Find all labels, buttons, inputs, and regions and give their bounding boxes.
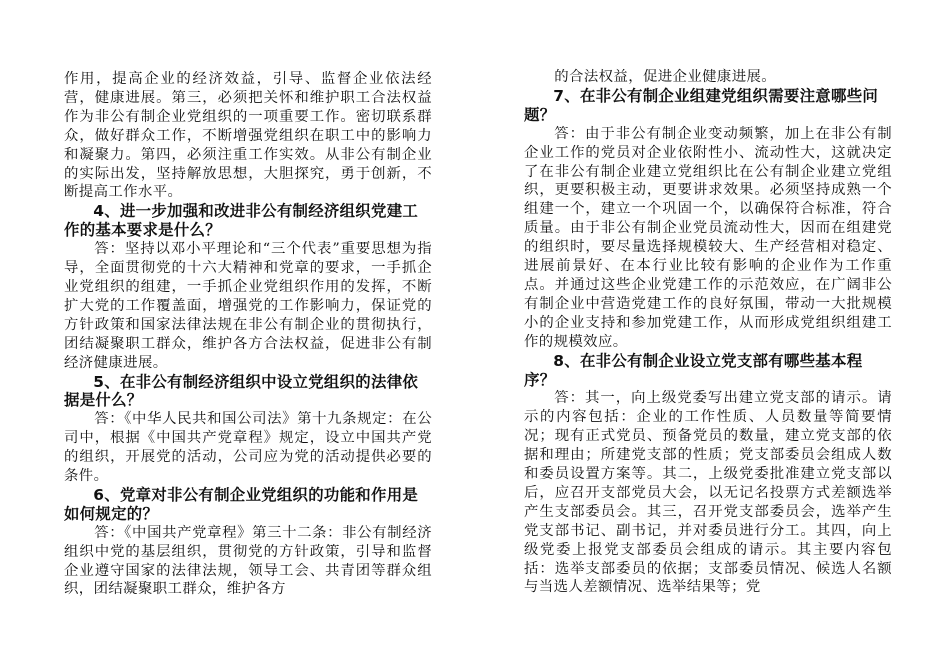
answer-8-paragraph: 答：其一，向上级党委写出建立党支部的请示。请示的内容包括：企业的工作性质、人员数量等简要情况；现有正式党员、预备党员的数量，建立党支部的依据和理由；所建党支部的性质；党支部委员会组成人数和委员设置方案等。其二，上级党委批准建立党支部以后，应召开支部党员大会，以无记名投票方式差额选举产生支部委员会。其三，召开党支部委员会，选举产生党支部书记、副书记，并对委员进行分工。其四，向上级党委上报党支部委员会组成的请示。其主要内容包括：选举支部委员的依据；支部委员情况、候选人名额与当选人差额情况、选举结果等；党: [524, 390, 892, 596]
question-4-heading: 4、进一步加强和改进非公有制经济组织党建工作的基本要求是什么？: [64, 202, 419, 240]
paragraph-continuation-right: 的合法权益，促进企业健康进展。: [554, 69, 777, 85]
left-column: [64, 70, 432, 599]
answer-7-paragraph: 答：由于非公有制企业变动频繁，加上在非公有制企业工作的党员对企业依附性小、流动性大，这就决定了在非公有制企业建立党组织比在公有制企业建立党组织，更要积极主动，更要讲求效果。必须坚持成熟一个组建一个，建立一个巩固一个，以确保符合标准，符合质量。由于非公有制企业党员流动性大，因而在组建党的组织时，要尽量选择规模较大、生产经营相对稳定、进展前景好、在本行业比较有影响的企业作为工作重点。并通过这些企业党建工作的示范效应，在广阔非公有制企业中营造党建工作的良好氛围，带动一大批规模小的企业支持和参加党建工作，从而形成党组织组建工作的规模效应。: [524, 125, 892, 350]
question-5-heading: 5、在非公有制经济组织中设立党组织的法律依据是什么？: [64, 372, 419, 410]
answer-5-paragraph: 答：《中华人民共和国公司法》第十九条规定：在公司中，根据《中国共产党章程》规定，设立中国共产党的组织，开展党的活动，公司应为党的活动提供必要的条件。: [64, 411, 432, 485]
answer-6-paragraph: 答：《中国共产党章程》第三十二条：非公有制经济组织中党的基层组织，贯彻党的方针政策，引导和监督企业遵守国家的法律法规，领导工会、共青团等群众组织，团结凝聚职工群众，维护各方: [64, 524, 432, 598]
answer-4-paragraph: 答：坚持以邓小平理论和“三个代表”重要思想为指导，全面贯彻党的十六大精神和党章的要求，一手抓企业党组织的组建，一手抓企业党组织作用的发挥，不断扩大党的工作覆盖面，增强党的工作影响力，保证党的方针政策和国家法律法规在非公有制企业的贯彻执行，团结凝聚职工群众，维护各方合法权益，促进非公有制经济健康进展。: [64, 241, 432, 371]
question-7-heading: 7、在非公有制企业组建党组织需要注意哪些问题？: [524, 86, 879, 124]
question-8-heading: 8、在非公有制企业设立党支部有哪些基本程序？: [524, 351, 863, 389]
question-6-heading: 6、党章对非公有制企业党组织的功能和作用是如何规定的？: [64, 485, 419, 523]
paragraph-continuation: 作用，提高企业的经济效益，引导、监督企业依法经营，健康进展。第三，必须把关怀和维护职工合法权益作为非公有制企业党组织的一项重要工作。密切联系群众，做好群众工作，不断增强党组织在职工中的影响力和凝聚力。第四，必须注重工作实效。从非公有制企业的实际出发，坚持解放思想，大胆探究，勇于创新，不断提高工作水平。: [64, 71, 432, 201]
right-column: [524, 68, 892, 597]
